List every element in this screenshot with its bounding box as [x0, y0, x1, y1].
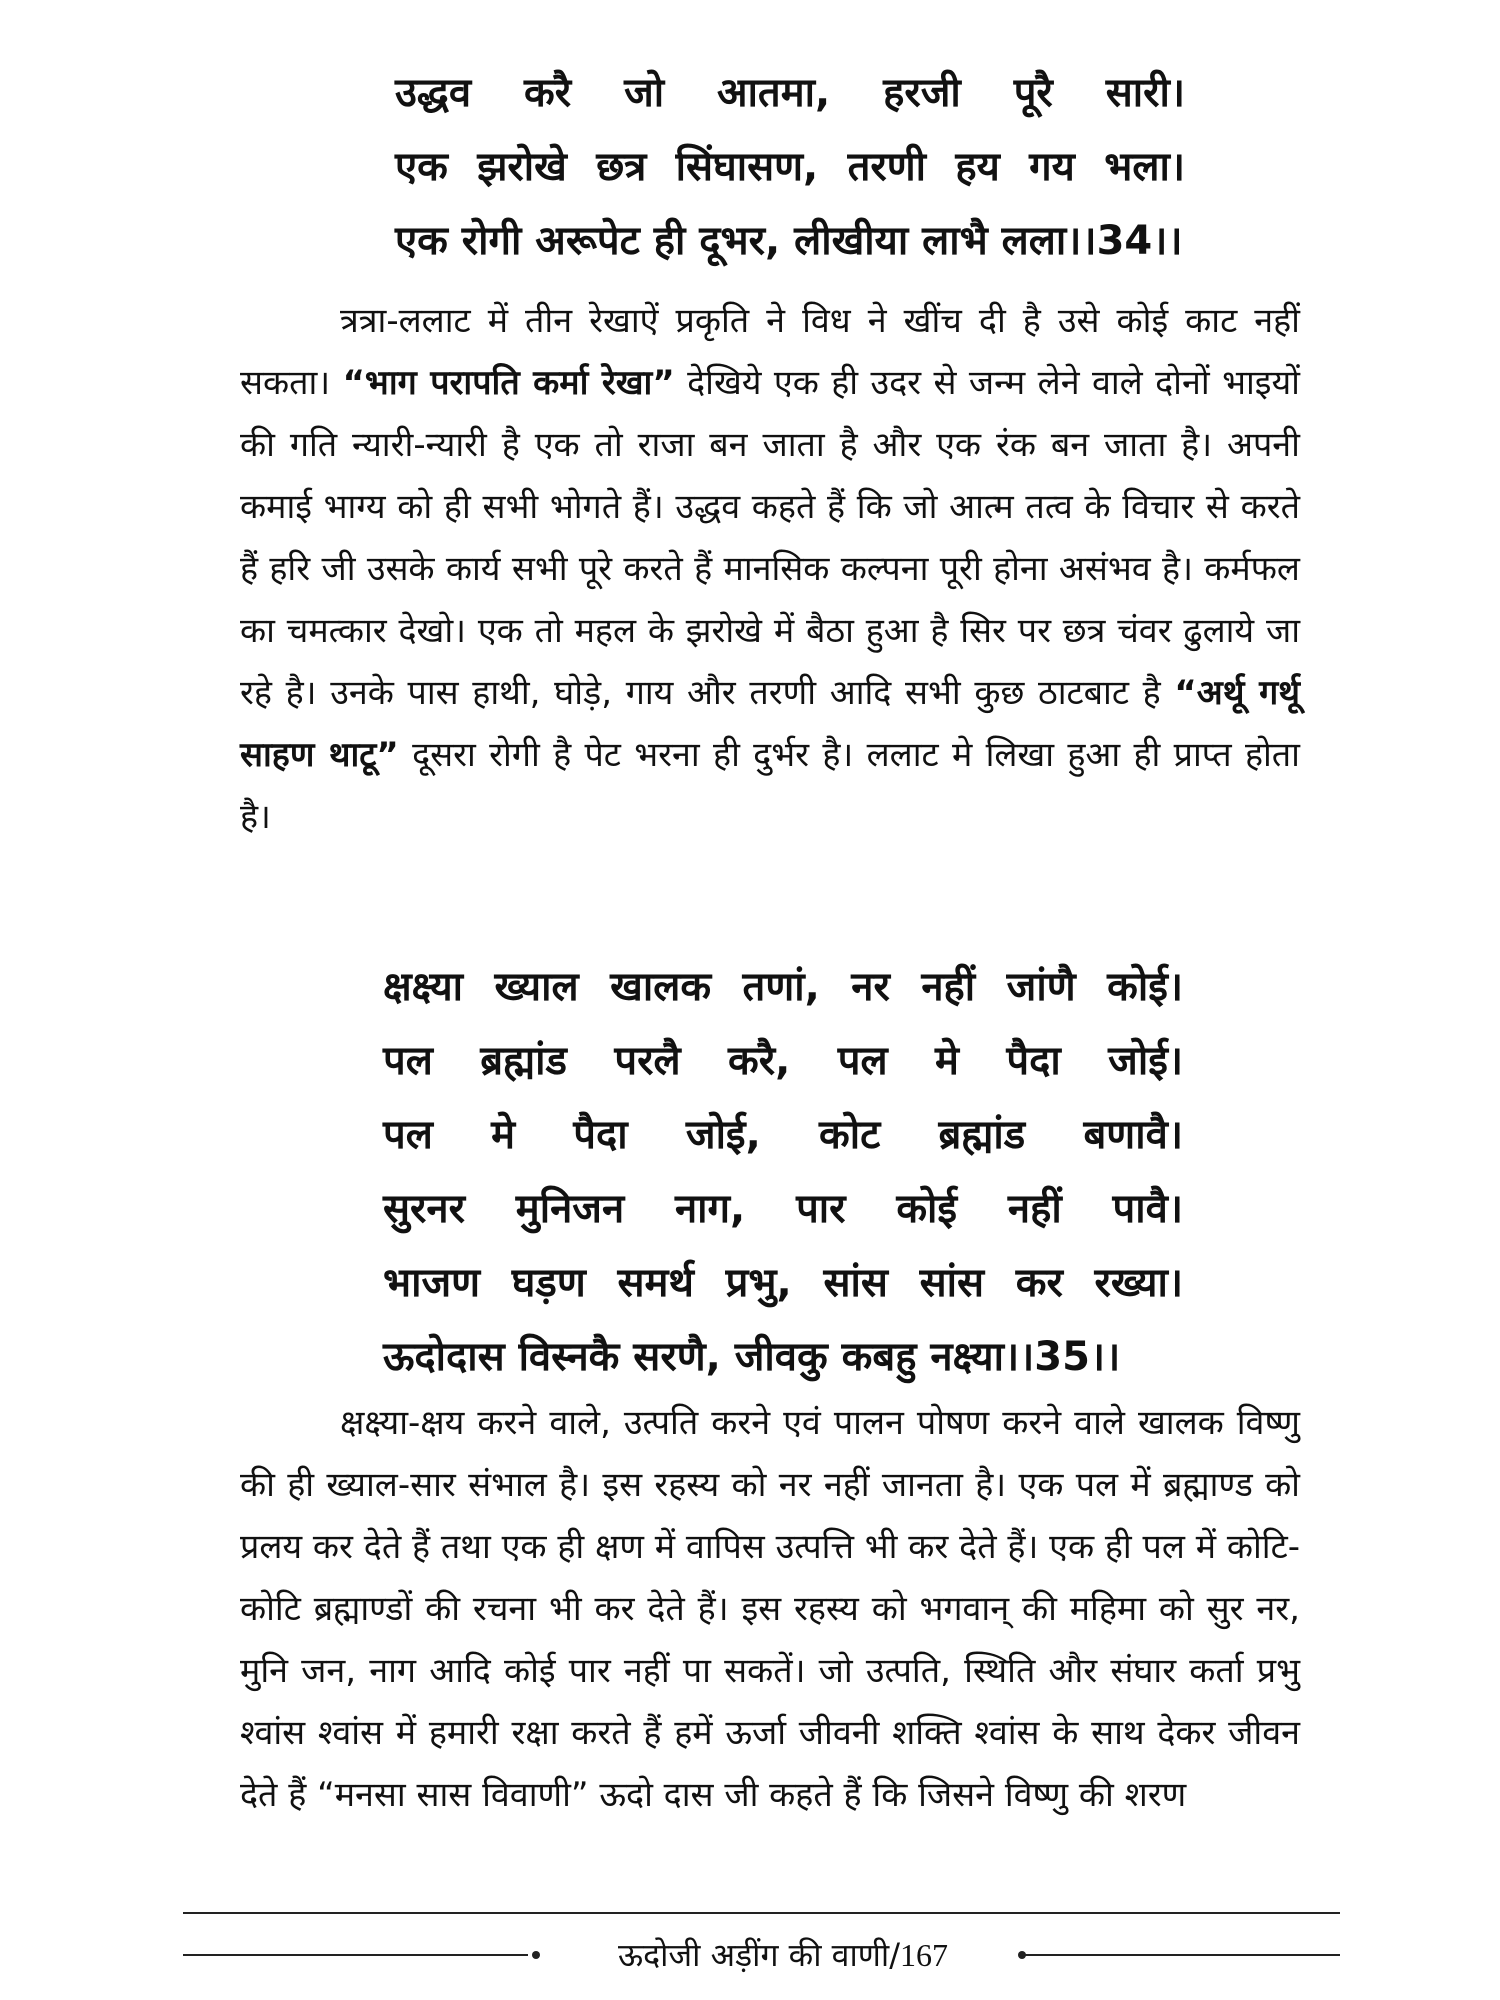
separator: / — [889, 1936, 900, 1974]
quoted-phrase: “अर्थू गर्थू साहण थाटू” — [240, 673, 1300, 775]
commentary-text: दूसरा रोगी है पेट भरना ही दुर्भर है। ललाट मे लिखा हुआ ही प्राप्त होता है। — [240, 735, 1300, 837]
footer-bullet-left — [532, 1951, 540, 1959]
commentary-34 — [240, 290, 1300, 848]
verse-line: ऊदोदास विस्नकै सरणै, जीवकु कबहु नक्ष्या।।35।। — [383, 1334, 1121, 1380]
verse-line: पल ब्रह्मांड परलै करै, पल मे पैदा जोई। — [383, 1038, 1183, 1084]
footer-ornament-right — [1020, 1954, 1340, 1956]
verse-line: एक रोगी अरूपेट ही दूभर, लीखीया लाभै लला।।34।। — [395, 218, 1183, 264]
verse-line: एक झरोखे छत्र सिंघासण, तरणी हय गय भला। — [395, 144, 1185, 190]
verse-line: सुरनर मुनिजन नाग, पार कोई नहीं पावै। — [383, 1186, 1183, 1232]
page-number: 167 — [899, 1937, 948, 1973]
verse-35 — [0, 950, 1500, 1394]
running-footer — [563, 1930, 1003, 1980]
commentary-35 — [240, 1392, 1300, 1826]
verse-line: पल मे पैदा जोई, कोट ब्रह्मांड बणावै। — [383, 1112, 1183, 1158]
page-footer — [183, 1930, 1340, 1980]
verse-line: क्षक्ष्या ख्याल खालक तणां, नर नहीं जांणै कोई। — [383, 964, 1183, 1010]
verse-line: भाजण घड़ण समर्थ प्रभु, सांस सांस कर रख्या। — [383, 1260, 1183, 1306]
commentary-paragraph — [240, 290, 1300, 848]
commentary-paragraph: क्षक्ष्या-क्षय करने वाले, उत्पति करने एवं पालन पोषण करने वाले खालक विष्णु की ही ख्याल-सार संभाल है। इस रहस्य को नर नहीं जानता है। एक पल में ब्रह्माण्ड को प्रलय कर देते हैं तथा एक ही क्षण में वापिस उत्पत्ति भी कर देते हैं। एक ही पल में कोटि-कोटि ब्रह्माण्डों की रचना भी कर देते हैं। इस रहस्य को भगवान् की महिमा को सुर नर, मुनि जन, नाग आदि कोई पार नहीं पा सकतें। जो उत्पति, स्थिति और संघार कर्ता प्रभु श्वांस श्वांस में हमारी रक्षा करते हैं हमें ऊर्जा जीवनी शक्ति श्वांस के साथ देकर जीवन देते हैं “मनसा सास विवाणी” ऊदो दास जी कहते हैं कि जिसने विष्णु की शरण — [240, 1403, 1300, 1815]
footer-rule — [183, 1912, 1340, 1914]
quoted-phrase: “भाग परापति कर्मा रेखा” — [342, 363, 675, 403]
verse-line: उद्धव करै जो आतमा, हरजी पूरै सारी। — [395, 70, 1185, 116]
verse-34 — [0, 56, 1500, 278]
commentary-text: त्रत्रा-ललाट में तीन रेखाऐं प्रकृति ने विध ने खींच दी है उसे कोई काट नहीं सकता। — [240, 301, 1300, 403]
running-title: ऊदोजी अड़ींग की वाणी — [618, 1936, 890, 1974]
footer-ornament-left — [183, 1954, 528, 1956]
commentary-text: देखिये एक ही उदर से जन्म लेने वाले दोनों भाइयों की गति न्यारी-न्यारी है एक तो राजा बन जाता है और एक रंक बन जाता है। अपनी कमाई भाग्य को ही सभी भोगते हैं। उद्धव कहते हैं कि जो आत्म तत्व के विचार से करते हैं हरि जी उसके कार्य सभी पूरे करते हैं मानसिक कल्पना पूरी होना असंभव है। कर्मफल का चमत्कार देखो। एक तो महल के झरोखे में बैठा हुआ है सिर पर छत्र चंवर ढुलाये जा रहे है। उनके पास हाथी, घोड़े, गाय और तरणी आदि सभी कुछ ठाटबाट है — [240, 363, 1300, 713]
